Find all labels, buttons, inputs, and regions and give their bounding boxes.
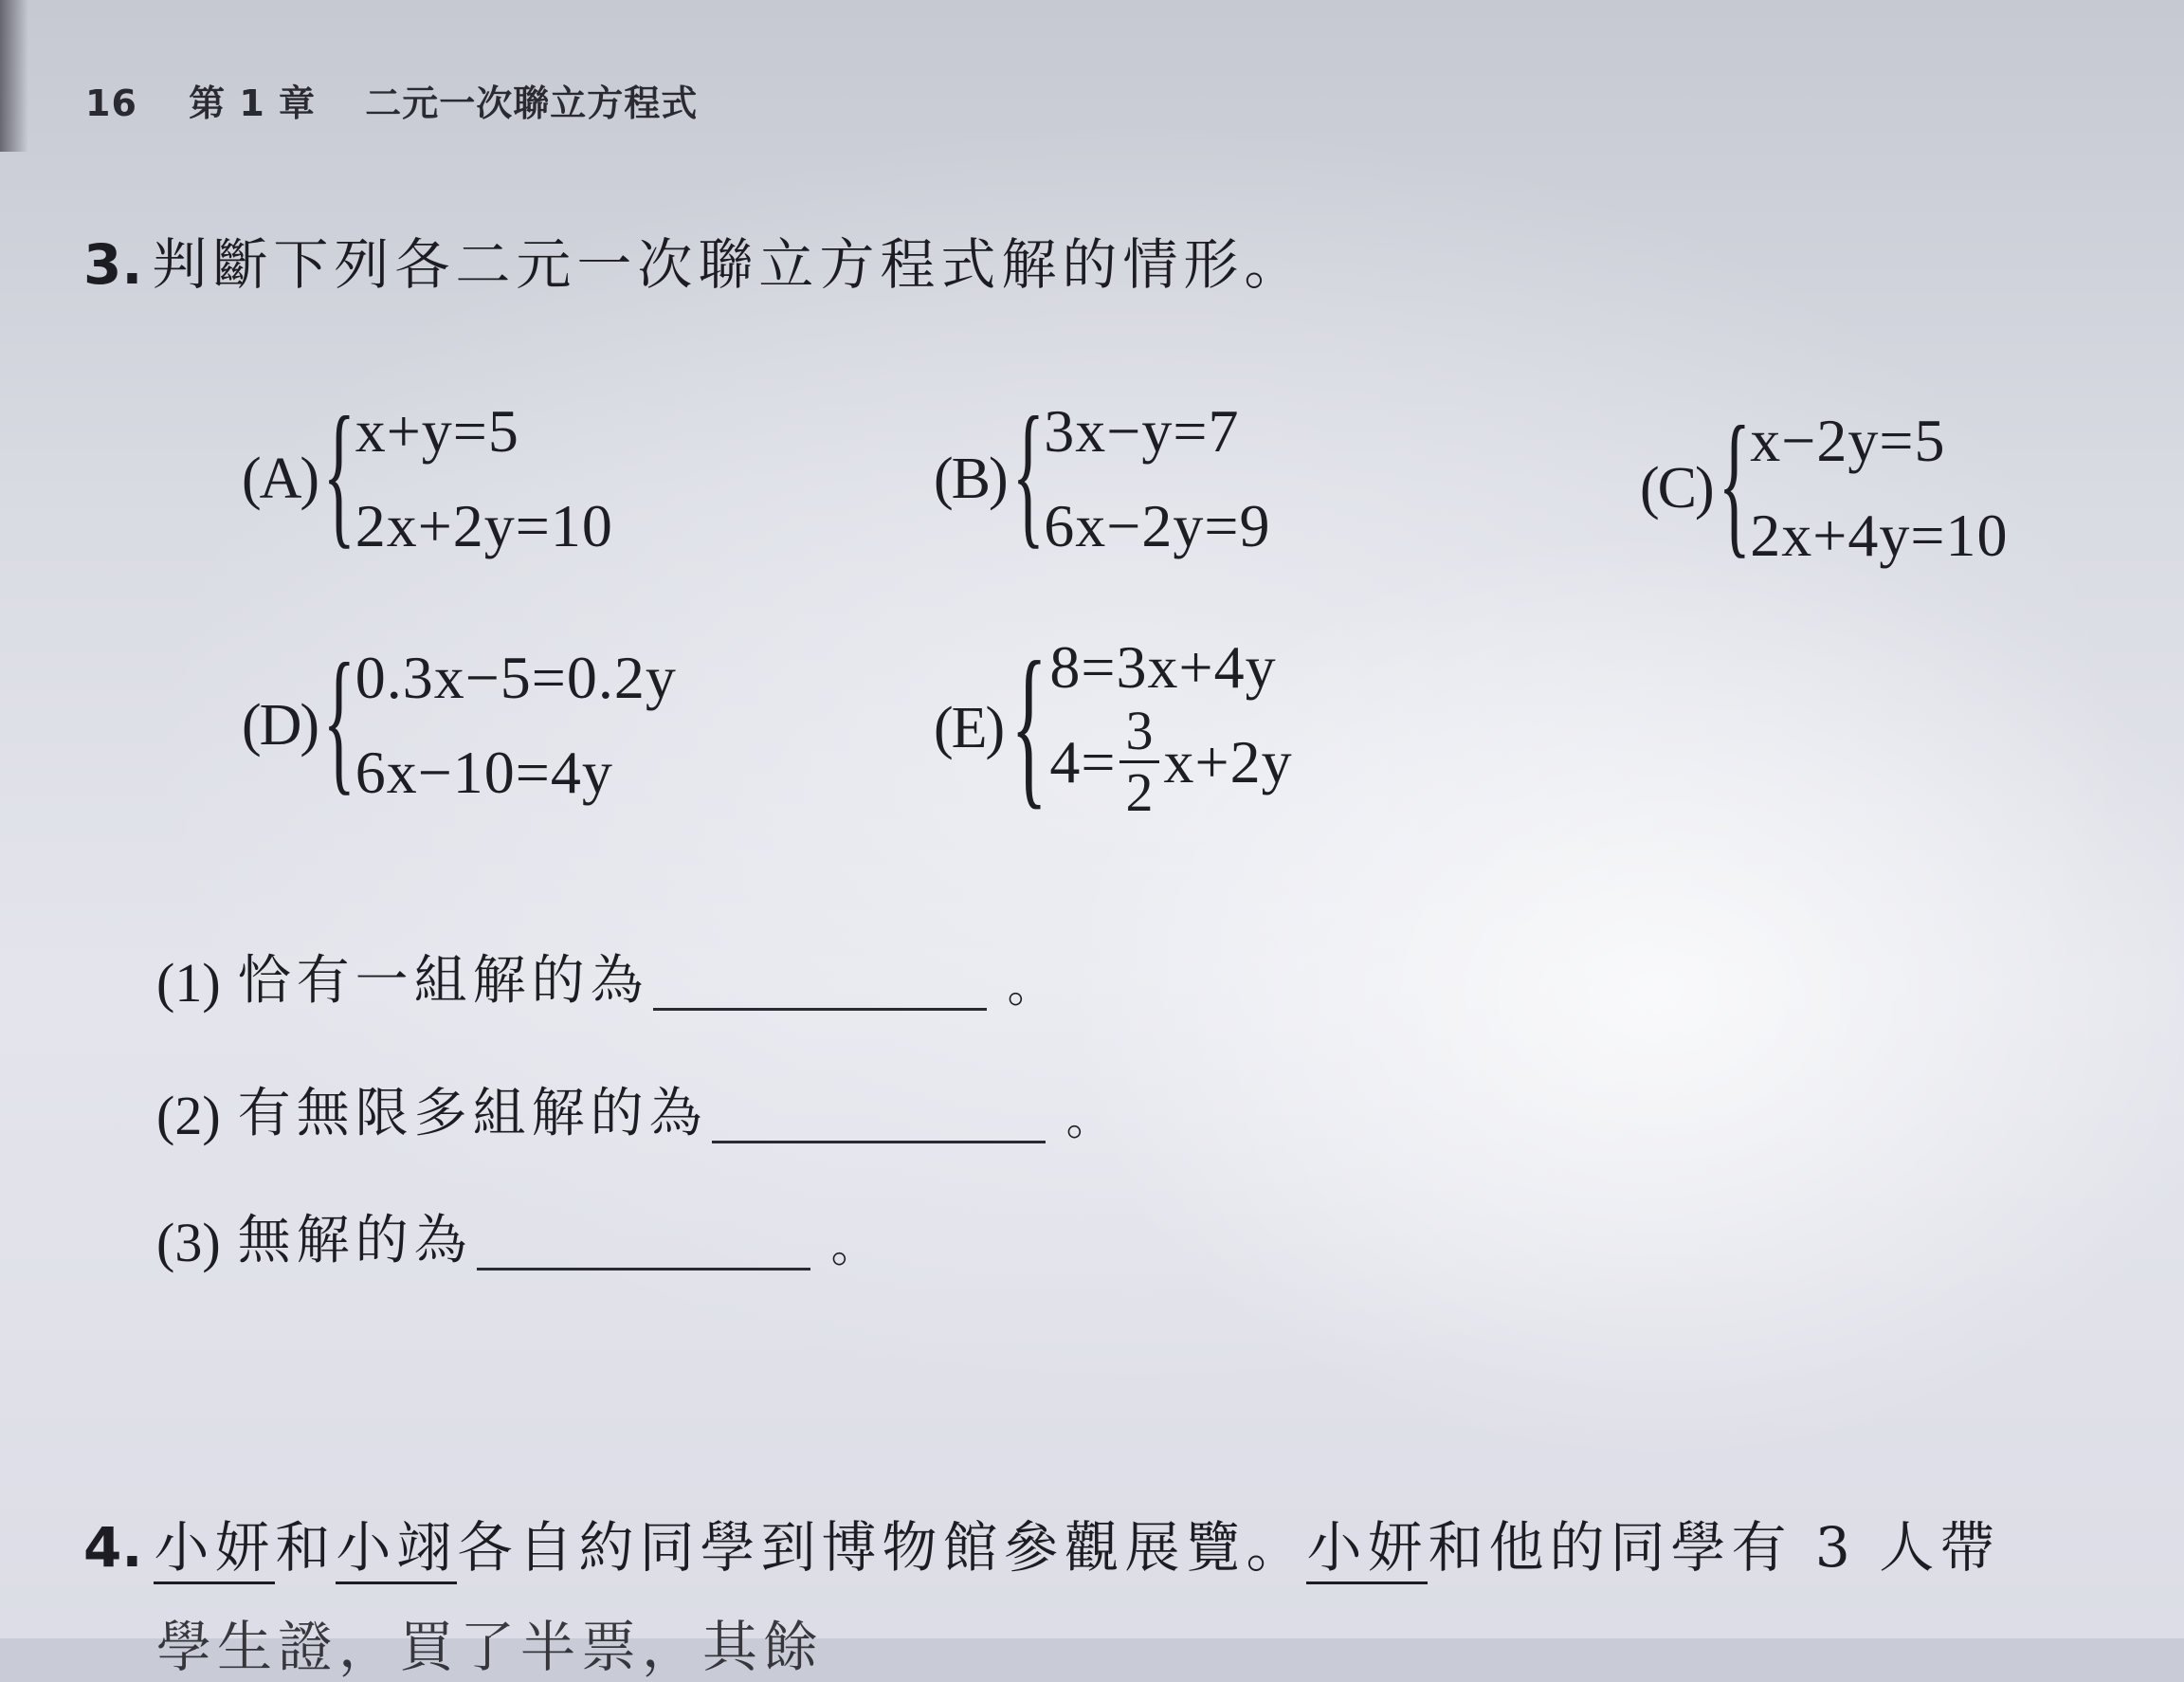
page-number: 16 xyxy=(85,82,137,124)
system-d xyxy=(242,631,677,809)
fraction xyxy=(1119,700,1159,823)
person-name: 小妍 xyxy=(154,1515,275,1584)
equation-1: 0.3x−5=0.2y xyxy=(355,644,677,711)
person-name: 小妍 xyxy=(1306,1515,1428,1584)
equation-2: 6x−10=4y xyxy=(355,739,613,806)
equations xyxy=(1049,633,1293,823)
question-number: 4. xyxy=(83,1515,143,1580)
question-4-text xyxy=(83,1503,2000,1582)
question-3-prompt xyxy=(83,220,1304,300)
brace-icon: { xyxy=(1718,393,1751,572)
subquestion-text: 無解的為 xyxy=(237,1210,473,1271)
equation-2-rhs: x+2y xyxy=(1163,727,1293,795)
equations xyxy=(1044,397,1271,559)
subquestion-1 xyxy=(156,939,1053,1015)
answer-blank[interactable] xyxy=(653,960,987,1011)
brace-icon: { xyxy=(1011,384,1045,562)
equation-2-lhs: 4= xyxy=(1049,727,1117,795)
system-e xyxy=(934,625,1293,825)
system-label: (E) xyxy=(934,696,1004,760)
brace-icon: { xyxy=(1010,625,1047,825)
equation-2: 6x−2y=9 xyxy=(1044,492,1271,559)
system-label: (C) xyxy=(1640,455,1713,521)
chapter-number: 第 1 章 xyxy=(189,82,317,124)
system-a xyxy=(242,384,613,562)
period: 。 xyxy=(1007,960,1053,1013)
subquestion-index: (3) xyxy=(156,1212,221,1273)
person-name: 小翊 xyxy=(336,1515,457,1584)
subquestion-index: (1) xyxy=(156,952,221,1014)
system-b xyxy=(934,384,1271,562)
brace-icon: { xyxy=(322,384,356,562)
question-number: 3. xyxy=(83,232,143,297)
question-text: 判斷下列各二元一次聯立方程式解的情形。 xyxy=(152,232,1305,297)
answer-blank[interactable] xyxy=(712,1093,1046,1143)
fraction-numerator: 3 xyxy=(1119,704,1159,763)
system-c xyxy=(1640,393,2009,572)
period: 。 xyxy=(1065,1092,1112,1145)
page-edge-shadow xyxy=(0,0,28,152)
chapter-title: 二元一次聯立方程式 xyxy=(365,82,699,124)
fraction-denominator: 2 xyxy=(1125,761,1155,823)
equation-2: 2x+2y=10 xyxy=(355,492,613,559)
equation-1: 8=3x+4y xyxy=(1049,633,1277,701)
equations xyxy=(1750,407,2009,569)
answer-blank[interactable] xyxy=(477,1220,810,1271)
text-fragment: 和他的同學有 3 人帶 xyxy=(1428,1515,2001,1580)
subquestion-text: 恰有一組解的為 xyxy=(237,950,649,1012)
equations xyxy=(355,644,677,806)
period: 。 xyxy=(830,1219,877,1272)
text-fragment: 各自約同學到博物館參觀展覽。 xyxy=(457,1515,1307,1580)
system-label: (B) xyxy=(934,446,1007,511)
subquestion-text: 有無限多組解的為 xyxy=(237,1083,708,1144)
equation-1: x+y=5 xyxy=(355,397,519,465)
equation-2: 2x+4y=10 xyxy=(1750,502,2009,569)
brace-icon: { xyxy=(322,631,356,809)
equation-1: 3x−y=7 xyxy=(1044,397,1240,465)
equation-1: x−2y=5 xyxy=(1750,407,1946,474)
system-label: (A) xyxy=(242,446,318,511)
page-header xyxy=(85,74,698,126)
equation-2 xyxy=(1049,700,1293,823)
text-fragment: 和 xyxy=(275,1515,337,1580)
subquestion-2 xyxy=(156,1071,1112,1147)
system-label: (D) xyxy=(242,692,318,758)
subquestion-index: (2) xyxy=(156,1085,221,1146)
subquestion-3 xyxy=(156,1198,877,1274)
question-4-next-line: 學生證，買了半票，其餘 xyxy=(156,1615,825,1679)
equations xyxy=(355,397,613,559)
